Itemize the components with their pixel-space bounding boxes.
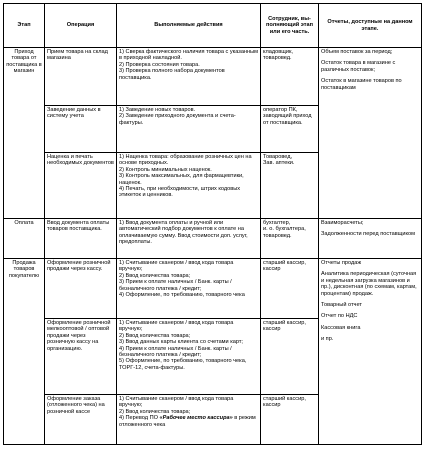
- operation-cell: Оформление заказа (отложенного чека) на розничной кассе: [45, 395, 117, 445]
- report-line: Остаток товара в магазине с различных поставок;: [321, 60, 396, 73]
- report-line: Остаток в магазине товаров по поставщикам: [321, 78, 402, 91]
- action-line: 4) Оформление, по требованию, товарного чека: [119, 292, 245, 299]
- report-line: Задолженности перед поставщиком: [321, 231, 415, 238]
- report-line: Кассовая книга: [321, 324, 361, 331]
- employee-line: старший кассир,: [263, 260, 306, 266]
- employee-cell: [261, 395, 319, 445]
- employee-line: бухгалтер,: [263, 220, 291, 226]
- action-line: 1) Ввод документа оплаты и ручной или автоматический подбор документов к оплате на оплачиваемую сумму. Ввод стоимости доп. услуг, предоплаты.: [119, 220, 248, 246]
- action-line: 1) Заведение новых товаров.: [119, 107, 196, 113]
- employee-cell: [261, 319, 319, 395]
- report-line: Отчет по НДС: [321, 313, 358, 320]
- table-row: [4, 48, 422, 106]
- actions-cell: [117, 395, 261, 445]
- operation-cell: Наценка и печать необходимых документов: [45, 153, 117, 219]
- reports-cell: [319, 219, 422, 259]
- action-line: 1) Считывание сканером / ввод кода товара вручную;: [119, 260, 234, 273]
- action-line: 2) Ввод количества товара;: [119, 408, 191, 415]
- employee-line: кассир: [263, 266, 281, 273]
- header-reports: Отчеты, доступные на данном этапе.: [319, 4, 422, 48]
- action-text: в режим отложенного чека: [119, 415, 256, 428]
- employee-cell: [261, 219, 319, 259]
- action-line: 2) Ввод количества товара;: [119, 272, 191, 279]
- stage-cell: Продажа товаров покупателю: [4, 259, 45, 445]
- employee-line: товаровед.: [263, 232, 292, 239]
- operation-cell: Заведение данных в систему учета: [45, 106, 117, 153]
- employee-line: старший кассир,: [263, 396, 306, 402]
- employee-line: кассир: [263, 326, 281, 333]
- action-line: 1) Сверка фактического наличия товара с указанным в приходной накладной.: [119, 49, 258, 62]
- action-line: 3) Ввод данных карты клиента со счетами карт;: [119, 339, 243, 346]
- header-employee: Сотрудник, вы-полняющий этап или его часть.: [261, 4, 319, 48]
- action-line: 3) Проверка полного набора документов поставщика.: [119, 68, 225, 81]
- action-line: 3) Прием к оплате наличных / Банк. карты / безналичного платежа / кредит;: [119, 279, 232, 292]
- action-emphasis: «Рабочее место кассира»: [159, 415, 233, 422]
- employee-cell: [261, 259, 319, 319]
- action-line: 4) Прием к оплате наличных / Банк. карты / безналичного платежа / кредит;: [119, 345, 232, 359]
- reports-cell: [319, 259, 422, 445]
- action-line: 5) Оформление, по требованию, товарного чека, ТОРГ-12, счета-фактуры.: [119, 358, 247, 371]
- process-table: [3, 3, 422, 445]
- action-line: 4) Печать, при необходимости, штрих кодовых этикеток и ценников.: [119, 186, 241, 199]
- action-line: 2) Ввод количества товара;: [119, 332, 191, 339]
- operation-cell: Ввод документа оплаты товаров поставщика.: [45, 219, 117, 259]
- action-line: 1) Наценка товара: образование розничных цен на основе приходных.: [119, 154, 252, 167]
- employee-line: кассир: [263, 402, 281, 409]
- employee-line: и. о. бухгалтера,: [263, 226, 306, 233]
- report-line: Товарный отчет: [321, 302, 362, 309]
- action-line: 2) Контроль минимальных наценок.: [119, 166, 212, 173]
- header-stage: Этап: [4, 4, 45, 48]
- stage-cell: Приход товара от поставщика в магазин: [4, 48, 45, 219]
- actions-cell: [117, 48, 261, 106]
- employee-line: Зав. аптеки.: [263, 160, 295, 167]
- operation-cell: Оформление розничной мелкооптовой / оптовой продажи через розничную кассу на организацию.: [45, 319, 117, 395]
- report-line: и пр.: [321, 336, 334, 343]
- actions-cell: [117, 259, 261, 319]
- table-row: [4, 219, 422, 259]
- table-row: [4, 259, 422, 319]
- actions-cell: [117, 106, 261, 153]
- reports-cell: [319, 48, 422, 219]
- action-text: 4) Перевод ПО: [119, 415, 160, 422]
- employee-line: старший кассир,: [263, 320, 306, 326]
- employee-line: кладовщик,: [263, 49, 293, 55]
- action-line-with-emphasis: [119, 415, 258, 428]
- action-line: 1) Считывание сканером / ввод кода товара вручную;: [119, 320, 234, 333]
- stage-cell: Оплата: [4, 219, 45, 259]
- report-line: Взаиморасчеты;: [321, 220, 364, 226]
- employee-line: товаровед.: [263, 55, 292, 62]
- employee-cell: [261, 48, 319, 106]
- employee-line: оператор ПК, заводящий приход от поставщика.: [263, 107, 312, 126]
- actions-cell: [117, 319, 261, 395]
- report-line: Объем поставок за период;: [321, 49, 393, 55]
- action-line: 1) Считывание сканером / ввод кода товара вручную;: [119, 396, 234, 409]
- header-row: [4, 4, 422, 48]
- employee-cell: [261, 153, 319, 219]
- operation-cell: Оформление розничной продажи через кассу.: [45, 259, 117, 319]
- header-operation: Операция: [45, 4, 117, 48]
- header-actions: Выполняемые действия: [117, 4, 261, 48]
- action-line: 3) Контроль максимальных, для фармацевтики, наценок.: [119, 173, 244, 186]
- report-line: Отчеты продаж: [321, 260, 362, 266]
- operation-cell: Прием товара на склад магазина: [45, 48, 117, 106]
- action-line: 2) Проверка состояния товара.: [119, 61, 200, 68]
- employee-line: Товаровед,: [263, 154, 293, 160]
- actions-cell: [117, 219, 261, 259]
- actions-cell: [117, 153, 261, 219]
- employee-cell: [261, 106, 319, 153]
- action-line: 2) Заведение приходного документа и счета-фактуры.: [119, 113, 236, 126]
- report-line: Аналитика периодическая (суточная и недельная загрузка магазинов и пр.), дисконтная (по схемам, картам, процентам) продаж.: [321, 271, 417, 297]
